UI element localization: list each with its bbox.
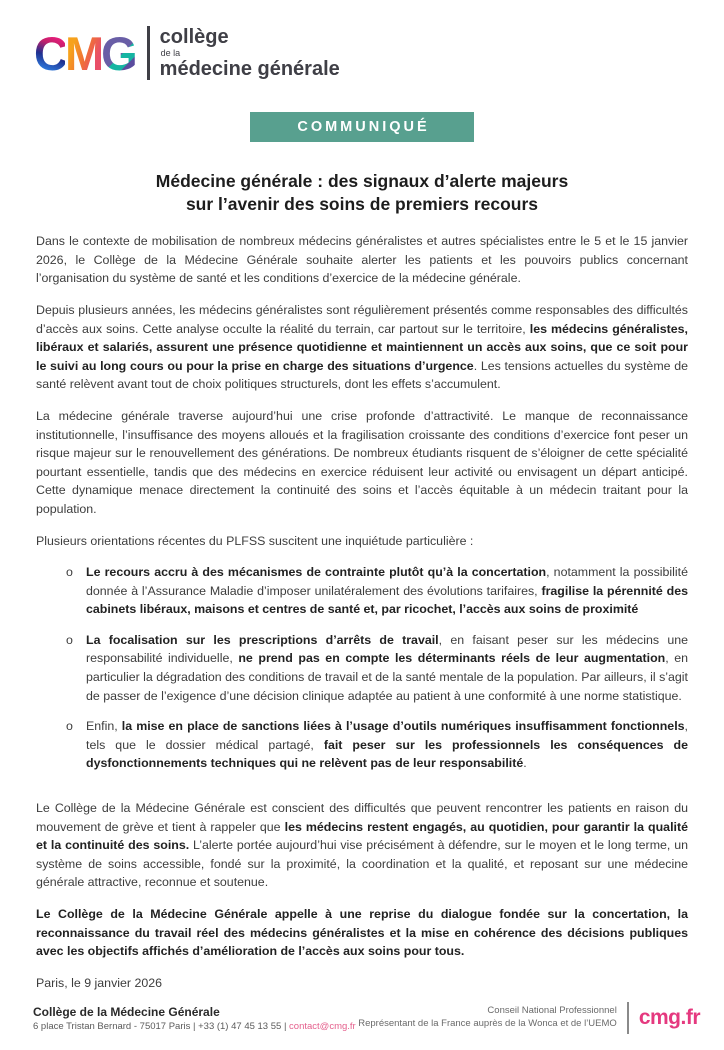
bullet-list [36, 563, 688, 773]
page-title [0, 170, 724, 216]
footer-cnp-text [358, 1005, 617, 1031]
logo-wordmark [160, 27, 340, 79]
press-release-body [36, 232, 688, 992]
footer-address [33, 1021, 356, 1032]
banner-row [0, 112, 724, 142]
press-release-page [0, 26, 724, 1050]
logo-letter-m: M [64, 26, 102, 80]
paragraph-context: Dans le contexte de mobilisation de nombreux médecins généralistes et autres spécialistes entre le 5 et le 15 janvier 2026, le Collège de la Médecine Générale souhaite alerter les patients et les pouvoirs publics concernant l’organisation du système de santé et les conditions d’exercice de la médecine générale. [36, 234, 688, 286]
footer [33, 1002, 700, 1034]
bullet-item-arrets-travail: o La focalisation sur les prescriptions d’arrêts de travail, en faisant peser sur les médecins une responsabilité individuelle, ne prend pas en compte les déterminants réels de leur augmentation, en particulier la dégradation des conditions de travail et de la santé mentale de la population. Par ailleurs, il s’agit de passer de l’exigence d’une décision clinique adaptée au patient à une conformité à une norme statistique. [36, 631, 688, 705]
footer-left [33, 1005, 356, 1032]
communique-banner: COMMUNIQUÉ [250, 112, 473, 142]
logo-word-line3: médecine générale [159, 58, 340, 80]
footer-site-link[interactable]: cmg.fr [638, 1006, 700, 1029]
paragraph-appeal: Le Collège de la Médecine Générale appelle à une reprise du dialogue fondée sur la concertation, la reconnaissance du travail réel des médecins généralistes et la mise en cohérence des décisions publiques avec les objectifs affichés d’amélioration de l’accès aux soins pour tous. [36, 907, 688, 959]
footer-cnp-line2: Représentant de la France auprès de la Wonca et de l’UEMO [358, 1018, 617, 1029]
paragraph-attractivity-crisis: La médecine générale traverse aujourd’hui une crise profonde d’attractivité. Le manque de reconnaissance institutionnelle, l’insuffisance des moyens alloués et la fragilisation croissante des conditions d’exercice font peser un risque majeur sur le renouvellement des générations. De nombreux étudiants risquent de s’éloigner de cette spécialité pourtant essentielle, tandis que des médecins en exercice réduisent leur activité ou envisagent un départ anticipé. Cette dynamique menace directement la continuité des soins et l’accès équitable à un médecin traitant pour la population. [36, 408, 688, 516]
logo-word-line2: de la [160, 48, 181, 58]
title-line-1: Médecine générale : des signaux d’alerte majeurs [155, 171, 569, 191]
paragraph-patients: Le Collège de la Médecine Générale est conscient des difficultés que peuvent rencontrer les patients en raison du mouvement de grève et tient à rappeler que les médecins restent engagés, au quotidien, pour garantir la qualité et la continuité des soins. L’alerte portée aujourd’hui vise précisément à défendre, sur le moyen et le long terme, un système de soins accessible, fondé sur la proximité, la coordination et la qualité, et reposant sur une médecine générale attractive, reconnue et soutenue. [36, 801, 688, 890]
bullet-item-contrainte: o Le recours accru à des mécanismes de contrainte plutôt qu’à la concertation, notamment la possibilité donnée à l’Assurance Maladie d’imposer unilatéralement des évolutions tarifaires, fragilise la pérennité des cabinets libéraux, maisons et centres de santé et, par ricochet, l’accès aux soins de proximité [36, 563, 688, 619]
footer-cnp-line1: Conseil National Professionnel [487, 1005, 617, 1017]
logo-word-line1: collège [159, 26, 229, 48]
footer-divider [627, 1002, 629, 1034]
date-line: Paris, le 9 janvier 2026 [36, 975, 163, 990]
footer-email-link[interactable]: contact@cmg.fr [289, 1020, 356, 1032]
header-logo [34, 26, 724, 80]
title-line-2: sur l’avenir des soins de premiers recours [185, 194, 539, 215]
footer-org-name: Collège de la Médecine Générale [33, 1004, 220, 1019]
paragraph-plfss-intro: Plusieurs orientations récentes du PLFSS suscitent une inquiétude particulière : [36, 533, 474, 548]
bullet-item-outils-numeriques: o Enfin, la mise en place de sanctions liées à l’usage d’outils numériques insuffisamment fonctionnels, tels que le dossier médical partagé, fait peser sur les professionnels les conséquences de dysfonctionnements techniques qui ne relèvent pas de leur responsabilité. [36, 717, 688, 773]
logo-divider [147, 26, 150, 80]
paragraph-access-reality: Depuis plusieurs années, les médecins généralistes sont régulièrement présentés comme responsables des difficultés d’accès aux soins. Cette analyse occulte la réalité du terrain, car partout sur le territoire, les médecins généralistes, libéraux et salariés, assurent une présence quotidienne et maintiennent un accès aux soins, que ce soit pour le suivi au long cours ou pour la prise en charge des situations d’urgence. Les tensions actuelles du système de santé relèvent avant tout de choix politiques structurels, dont les effets s’accumulent. [36, 302, 688, 392]
logo-letter-c: C [34, 26, 65, 80]
logo-letter-g: G [101, 26, 135, 80]
footer-address-text: 6 place Tristan Bernard - 75017 Paris | +33 (1) 47 45 13 55 | [33, 1020, 290, 1032]
cmg-logo-icon [34, 26, 135, 80]
footer-right [358, 1002, 700, 1034]
